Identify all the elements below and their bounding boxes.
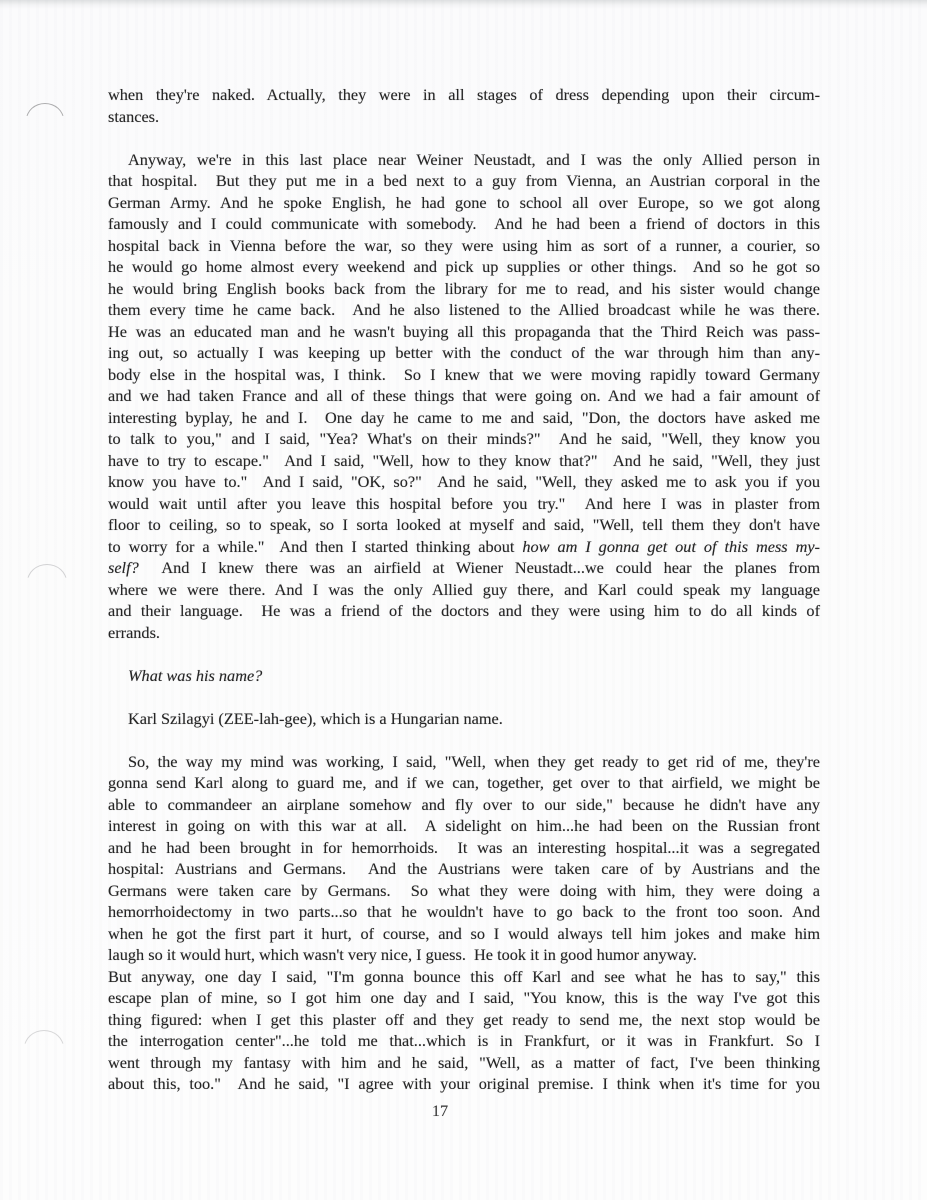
text-segment: he would bring English books back from the library for me to read, and his sister would change [108, 278, 820, 298]
text-line [108, 966, 820, 988]
text-segment: he would go home almost every weekend and pick up supplies or other things. And so he got so [108, 257, 820, 276]
text-segment: famously and I could communicate with somebody. And he had been a friend of doctors in this [108, 214, 820, 233]
text-line [108, 84, 820, 106]
italic-text-segment: What was his name? [128, 665, 263, 685]
text-line [108, 944, 820, 966]
text-line [108, 557, 820, 579]
punch-hole-arc [27, 564, 67, 600]
text-line [108, 665, 820, 687]
text-line [108, 471, 820, 493]
text-segment: the interrogation center"...he told me that...which is in Frankfurt, or it was in Frankfurt. So I [108, 1031, 820, 1050]
text-line [108, 170, 820, 192]
text-segment: thing figured: when I get this plaster off and they get ready to send me, the next stop would be [108, 1009, 820, 1029]
text-segment: Karl Szilagyi (ZEE-lah-gee), which is a Hungarian name. [128, 708, 503, 728]
paragraph [108, 665, 820, 687]
document-body [108, 84, 820, 1095]
text-line [108, 708, 820, 730]
text-line [108, 923, 820, 945]
text-segment: to talk to you," and I said, "Yea? What's on their minds?" And he said, "Well, they know you [108, 429, 820, 448]
text-line [108, 235, 820, 257]
text-segment: ing out, so actually I was keeping up better with the conduct of the war through him than any- [108, 343, 820, 362]
text-line [108, 493, 820, 515]
text-segment: And I knew there was an airfield at Wiener Neustadt...we could hear the planes from [138, 558, 820, 577]
text-segment: floor to ceiling, so to speak, so I sorta looked at myself and said, "Well, tell them they don't have [108, 515, 820, 534]
text-line [108, 149, 820, 171]
text-line [108, 192, 820, 214]
text-line [108, 213, 820, 235]
text-line [108, 622, 820, 644]
text-segment: errands. [108, 622, 160, 642]
text-line [108, 837, 820, 859]
text-line [108, 772, 820, 794]
text-segment: and their language. He was a friend of the doctors and they were using him to do all kinds of [108, 601, 820, 620]
text-line [108, 1073, 820, 1095]
scan-edge-artifact [0, 0, 927, 9]
text-segment: Anyway, we're in this last place near Weiner Neustadt, and I was the only Allied person in [128, 149, 820, 169]
text-segment: laugh so it would hurt, which wasn't very nice, I guess. He took it in good humor anyway. [108, 945, 697, 964]
text-line [108, 858, 820, 880]
text-segment: went through my fantasy with him and he said, "Well, as a matter of fact, I've been thinking [108, 1052, 820, 1072]
text-segment: able to commandeer an airplane somehow and fly over to our side," because he didn't have any [108, 794, 820, 814]
text-line [108, 1052, 820, 1074]
text-segment: escape plan of mine, so I got him one day and I said, "You know, this is the way I've got this [108, 988, 820, 1007]
text-segment: He was an educated man and he wasn't buying all this propaganda that the Third Reich was pass- [108, 321, 820, 341]
text-segment: hemorrhoidectomy in two parts...so that he wouldn't have to go back to the front too soon. And [108, 902, 820, 921]
text-segment: them every time he came back. And he also listened to the Allied broadcast while he was there. [108, 300, 820, 319]
text-segment: that hospital. But they put me in a bed next to a guy from Vienna, an Austrian corporal in the [108, 171, 820, 190]
text-line [108, 901, 820, 923]
text-segment: stances. [108, 106, 160, 126]
text-segment: hospital: Austrians and Germans. And the Austrians were taken care of by Austrians and the [108, 859, 820, 878]
page-number: 17 [431, 1101, 449, 1120]
text-segment: So, the way my mind was working, I said, "Well, when they get ready to get rid of me, they're [128, 751, 820, 771]
text-segment: and he had been brought in for hemorrhoids. It was an interesting hospital...it was a segregated [108, 837, 820, 857]
text-line [108, 364, 820, 386]
text-segment: and we had taken France and all of these things that were going on. And we had a fair amount of [108, 386, 820, 405]
text-line [108, 299, 820, 321]
text-line [108, 321, 820, 343]
text-segment: Germans were taken care by Germans. So what they were doing with him, they were doing a [108, 880, 820, 900]
text-line [108, 1009, 820, 1031]
text-segment: have to try to escape." And I said, "Well, how to they know that?" And he said, "Well, they just [108, 450, 820, 470]
text-line [108, 342, 820, 364]
text-line [108, 579, 820, 601]
text-segment: But anyway, one day I said, "I'm gonna bounce this off Karl and see what he has to say," this [108, 966, 820, 986]
italic-text-segment: how am I gonna get out of this mess my- [522, 536, 820, 556]
punch-hole-arc [24, 1030, 64, 1066]
text-segment: interesting byplay, he and I. One day he came to me and said, "Don, the doctors have asked me [108, 407, 820, 427]
text-line [108, 880, 820, 902]
text-line [108, 600, 820, 622]
text-segment: gonna send Karl along to guard me, and if we can, together, get over to that airfield, we might be [108, 773, 820, 792]
text-segment: interest in going on with this war at all. A sidelight on him...he had been on the Russian front [108, 816, 820, 835]
text-line [108, 751, 820, 773]
text-segment: would wait until after you leave this hospital before you try." And here I was in plaster from [108, 493, 820, 513]
paragraph [108, 751, 820, 1095]
text-segment: German Army. And he spoke English, he had gone to school all over Europe, so we got along [108, 192, 820, 212]
text-segment: hospital back in Vienna before the war, so they were using him as sort of a runner, a courier, so [108, 235, 820, 255]
text-segment: when they're naked. Actually, they were in all stages of dress depending upon their circum- [108, 85, 820, 104]
punch-hole-arc [26, 103, 64, 137]
text-line [108, 1030, 820, 1052]
text-line [108, 450, 820, 472]
text-line [108, 106, 820, 128]
text-segment: where we were there. And I was the only Allied guy there, and Karl could speak my language [108, 579, 820, 599]
paragraph [108, 708, 820, 730]
text-segment: when he got the first part it hurt, of course, and so I would always tell him jokes and make him [108, 923, 820, 943]
text-line [108, 407, 820, 429]
text-line [108, 428, 820, 450]
text-line [108, 815, 820, 837]
text-line [108, 256, 820, 278]
text-line [108, 385, 820, 407]
text-segment: body else in the hospital was, I think. So I knew that we were moving rapidly toward Germany [108, 364, 820, 384]
text-segment: to worry for a while." And then I started thinking about [108, 536, 523, 556]
text-line [108, 536, 820, 558]
text-segment: about this, too." And he said, "I agree with your original premise. I think when it's time for you [108, 1074, 820, 1093]
text-line [108, 514, 820, 536]
text-line [108, 278, 820, 300]
paragraph [108, 149, 820, 644]
text-segment: know you have to." And I said, "OK, so?" And he said, "Well, they asked me to ask you if you [108, 472, 820, 491]
paragraph [108, 84, 820, 127]
text-line [108, 987, 820, 1009]
text-line [108, 794, 820, 816]
italic-text-segment: self? [108, 558, 139, 577]
